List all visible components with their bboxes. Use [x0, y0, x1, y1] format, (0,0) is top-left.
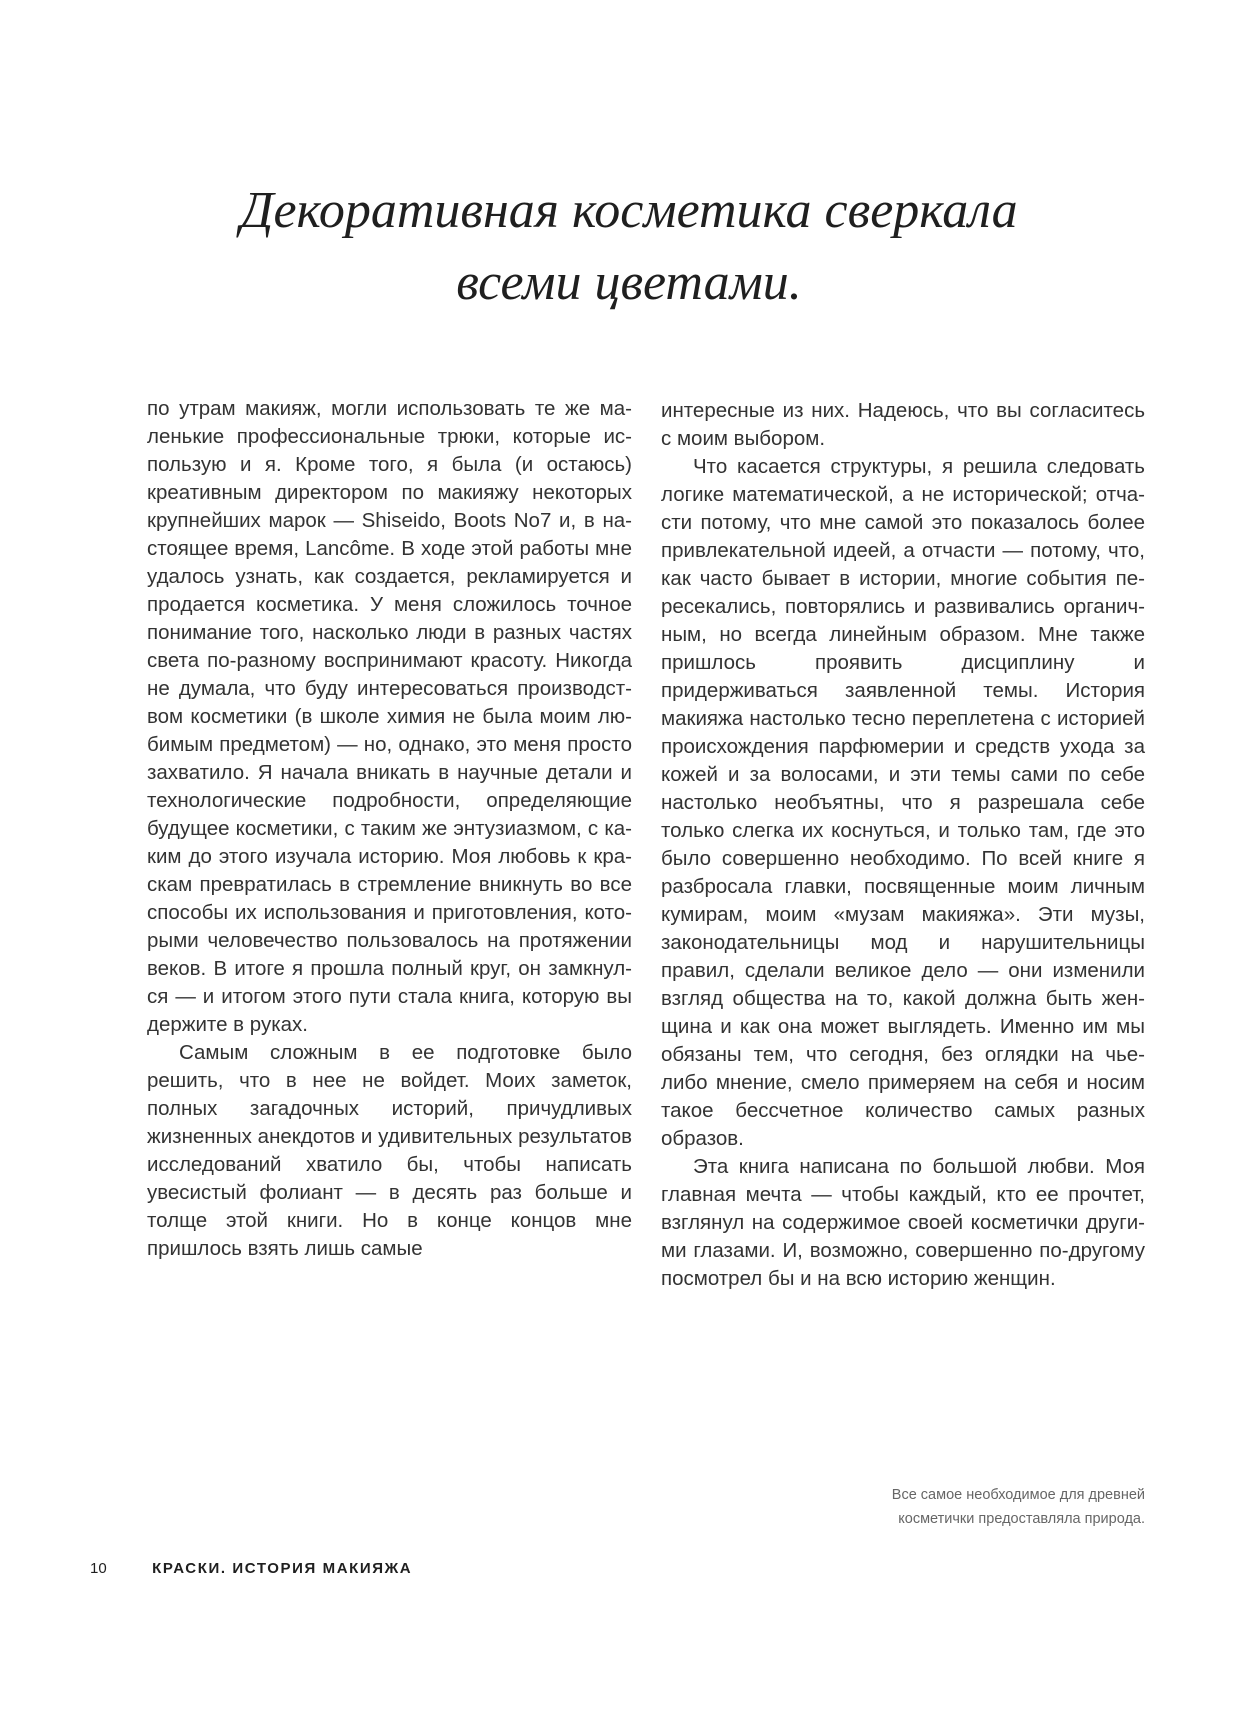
- page-title-line-1: Декоративная косметика сверкала: [240, 182, 1018, 239]
- paragraph: по утрам макияж, могли использовать те же маленькие профессиональные трюки, которые использую и я. Кроме того, я была (и остаюсь) креативным директором по макияжу некоторых крупнейших марок — Shiseido, Boots No7 и, в настоящее время, Lancôme. В ходе этой работы мне удалось узнать, как создается, рекламируется и продается косметика. У меня сложилось точное понимание того, насколько люди в разных частях света по-разному воспринимают красоту. Никогда не думала, что буду интересоваться производством косметики (в школе химия не была моим любимым предметом) — но, однако, это меня просто захватило. Я начала вникать в научные детали и технологические подробности, определяющие будущее косметики, с таким же энтузиазмом, с каким до этого изучала историю. Моя любовь к краскам превратилась в стремление вникнуть во все способы их использования и приготовления, которыми человечество пользовалось на протяжении веков. В итоге я прошла полный круг, он замкнулся — и итогом этого пути стала книга, которую вы держите в руках.: [147, 397, 632, 1036]
- paragraph: интересные из них. Надеюсь, что вы согласитесь с моим выбором.: [661, 399, 1145, 450]
- paragraph: Эта книга написана по большой любви. Моя главная мечта — чтобы каждый, кто ее прочтет, взглянул на содержимое своей косметички другими глазами. И, возможно, совершенно по-другому посмотрел бы и на всю историю женщин.: [661, 1155, 1145, 1290]
- page-footer: [90, 1559, 412, 1579]
- page-title: [0, 175, 1258, 319]
- paragraph: Самым сложным в ее подготовке было решить, что в нее не войдет. Моих заметок, полных загадочных историй, причудливых жизненных анекдотов и удивительных результатов исследований хватило бы, чтобы написать увесистый фолиант — в десять раз больше и толще этой книги. Но в конце концов мне пришлось взять лишь самые: [147, 1041, 632, 1260]
- page-title-line-2: всеми цветами.: [456, 254, 802, 311]
- image-caption: [765, 1483, 1145, 1531]
- running-title: КРАСКИ. ИСТОРИЯ МАКИЯЖА: [152, 1560, 413, 1577]
- page-number: 10: [90, 1560, 107, 1577]
- caption-line-1: Все самое необходимое для древней: [891, 1487, 1145, 1503]
- caption-line-2: косметички предоставляла природа.: [898, 1511, 1145, 1527]
- text-column-right: [661, 397, 1145, 1293]
- text-column-left: [147, 395, 632, 1263]
- paragraph: Что касается структуры, я решила следовать логике математической, а не исторической; отчасти потому, что мне самой это показалось более привлекательной идеей, а отчасти — потому, что, как часто бывает в истории, многие события пересекались, повторялись и развивались органичным, но всегда линейным образом. Мне также пришлось проявить дисциплину и придерживаться заявленной темы. История макияжа настолько тесно переплетена с историей происхождения парфюмерии и средств ухода за кожей и за волосами, и эти темы сами по себе настолько необъятны, что я разрешала себе только слегка их коснуться, и только там, где это было совершенно необходимо. По всей книге я разбросала главки, посвященные моим личным кумирам, моим «музам макияжа». Эти музы, законодательницы мод и нарушительницы правил, сделали великое дело — они изменили взгляд общества на то, какой должна быть женщина и как она может выглядеть. Именно им мы обязаны тем, что сегодня, без оглядки на чье-либо мнение, смело примеряем на себя и носим такое бессчетное количество самых разных образов.: [661, 455, 1145, 1150]
